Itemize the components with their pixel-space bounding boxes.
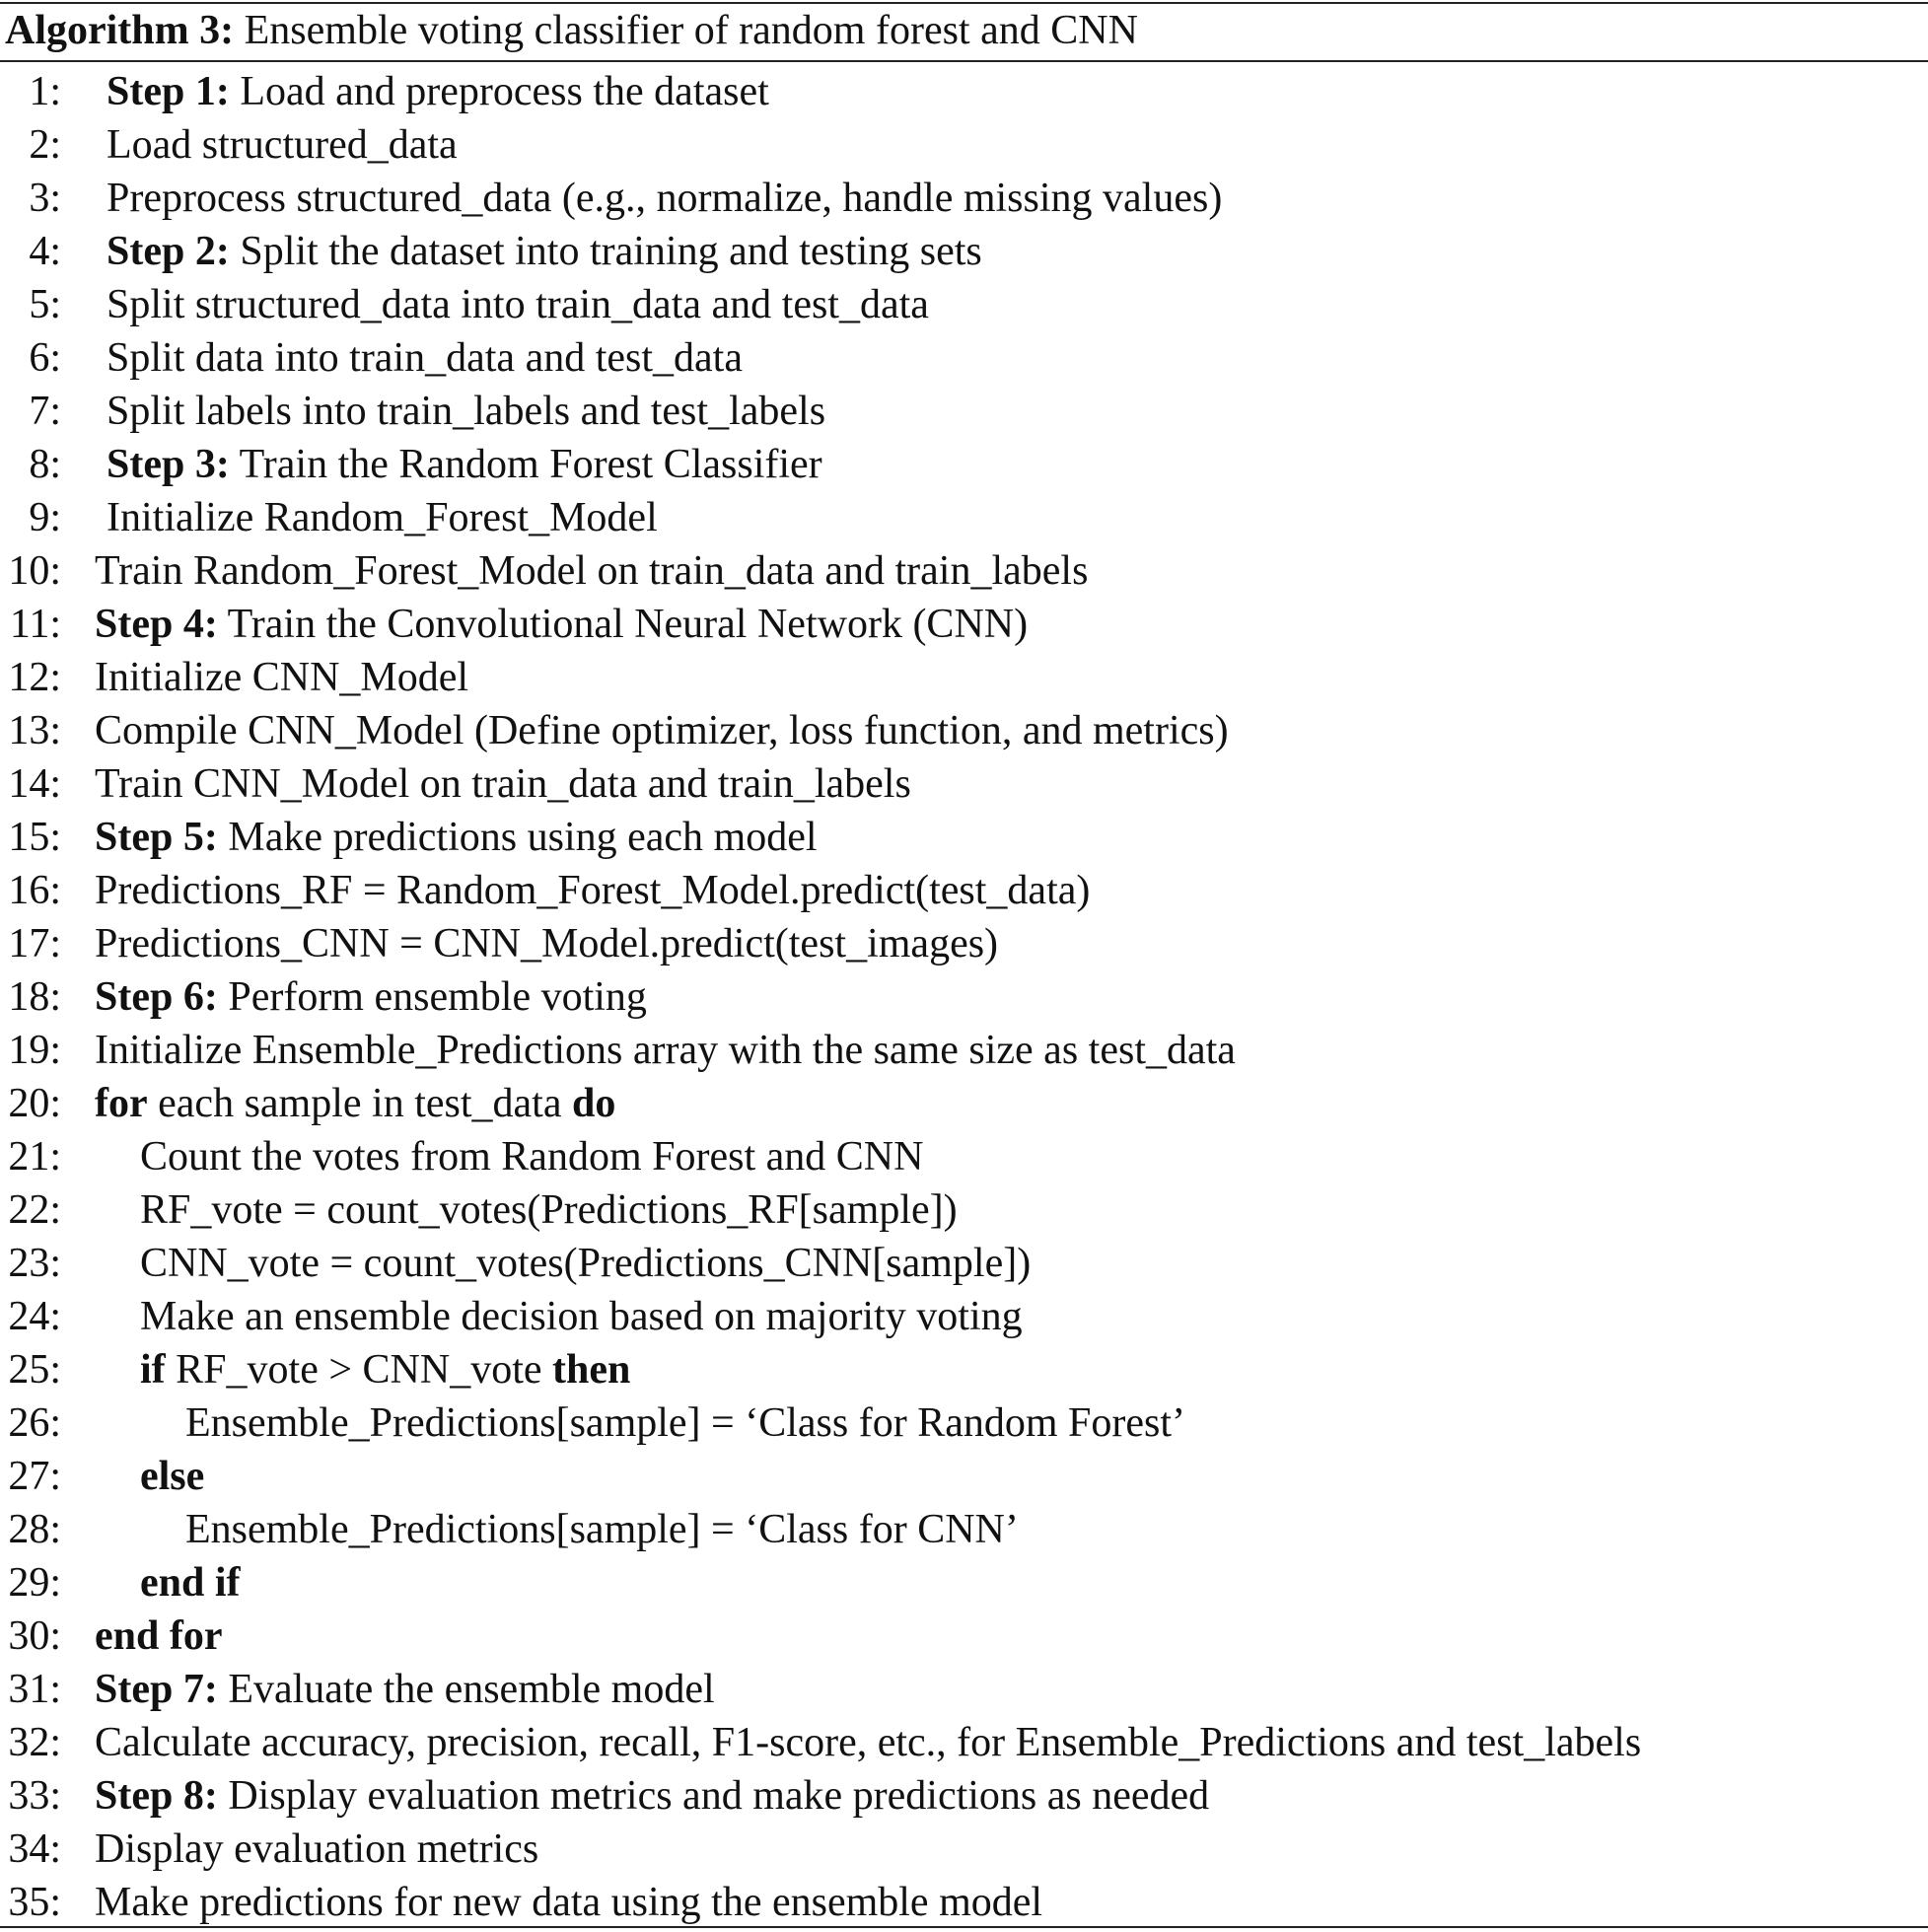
step-label: Step 2: [107,229,230,274]
algorithm-lines [0,65,1928,1929]
line-text: Make an ensemble decision based on majority voting [140,1294,1023,1339]
line-text: RF_vote = count_votes(Predictions_RF[sample]) [140,1187,958,1233]
line-number: 28: [8,1507,61,1552]
line-content [107,65,769,118]
line-number: 23: [8,1241,61,1286]
algo-line-11 [0,598,1928,651]
line-number: 35: [8,1880,61,1925]
line-content [95,1077,615,1130]
algo-line-33 [0,1769,1928,1823]
line-number: 15: [8,815,61,860]
algo-line-26 [0,1396,1928,1450]
algo-line-27 [0,1450,1928,1503]
line-text: Initialize Random_Forest_Model [107,495,658,540]
line-text: Preprocess structured_data (e.g., normalize, handle missing values) [107,176,1223,221]
algo-line-18 [0,970,1928,1024]
algo-line-13 [0,704,1928,757]
line-text: Initialize Ensemble_Predictions array with the same size as test_data [95,1028,1236,1073]
caption-rule [0,60,1928,62]
line-number: 13: [8,708,61,753]
algo-line-2 [0,118,1928,172]
line-text: Train CNN_Model on train_data and train_labels [95,761,911,807]
bottom-rule [0,1926,1928,1928]
algo-line-29 [0,1556,1928,1610]
line-text: Ensemble_Predictions[sample] = ‘Class for Random Forest’ [185,1400,1186,1446]
step-label: Step 8: [95,1773,218,1819]
line-number: 34: [8,1826,61,1872]
line-text: Split data into train_data and test_data [107,335,743,381]
algo-line-34 [0,1823,1928,1876]
line-number: 12: [8,655,61,700]
algo-line-30 [0,1610,1928,1663]
line-text: Split structured_data into train_data and test_data [107,282,929,327]
top-rule [0,2,1928,4]
line-content [95,811,818,864]
algo-line-35 [0,1876,1928,1929]
line-number: 17: [8,921,61,966]
line-text: Predictions_CNN = CNN_Model.predict(test_images) [95,921,999,966]
line-number: 5: [29,282,61,327]
line-content [140,1556,241,1610]
line-number: 8: [29,442,61,487]
line-content [107,438,822,491]
line-text: Initialize CNN_Model [95,655,469,700]
algo-line-24 [0,1290,1928,1343]
line-text: Count the votes from Random Forest and CNN [140,1134,924,1180]
line-content [140,1343,630,1396]
algo-line-14 [0,757,1928,811]
line-number: 32: [8,1720,61,1765]
algo-line-7 [0,385,1928,438]
line-text: Split labels into train_labels and test_labels [107,389,826,434]
line-number: 3: [29,176,61,221]
line-number: 2: [29,122,61,168]
keyword-if: if [140,1347,166,1393]
algo-line-32 [0,1716,1928,1769]
keyword-then: then [552,1347,631,1393]
algo-line-8 [0,438,1928,491]
keyword-do: do [571,1081,616,1126]
keyword-end-for: end for [95,1613,223,1659]
algo-line-25 [0,1343,1928,1396]
algo-line-1 [0,65,1928,118]
step-label: Step 7: [95,1667,218,1712]
step-label: Step 1: [107,69,230,114]
line-number: 27: [8,1454,61,1499]
step-label: Step 6: [95,974,218,1020]
line-text: Ensemble_Predictions[sample] = ‘Class for CNN’ [185,1507,1019,1552]
line-text: Train the Random Forest Classifier [239,442,822,487]
line-number: 31: [8,1667,61,1712]
line-number: 30: [8,1613,61,1659]
line-number: 24: [8,1294,61,1339]
keyword-else: else [140,1454,205,1499]
algo-line-31 [0,1663,1928,1716]
line-text: Calculate accuracy, precision, recall, F1-score, etc., for Ensemble_Predictions and test_labels [95,1720,1642,1765]
line-number: 7: [29,389,61,434]
line-text: RF_vote > CNN_vote [176,1347,542,1393]
algo-line-15 [0,811,1928,864]
line-number: 4: [29,229,61,274]
line-number: 9: [29,495,61,540]
algo-line-10 [0,544,1928,598]
step-label: Step 4: [95,602,218,647]
algo-line-3 [0,172,1928,225]
algo-line-22 [0,1183,1928,1237]
line-text: Evaluate the ensemble model [228,1667,715,1712]
line-text: Predictions_RF = Random_Forest_Model.predict(test_data) [95,868,1091,913]
line-number: 33: [8,1773,61,1819]
line-text: each sample in test_data [158,1081,562,1126]
line-content [95,970,647,1024]
line-text: Make predictions using each model [228,815,818,860]
line-text: Compile CNN_Model (Define optimizer, loss function, and metrics) [95,708,1229,753]
keyword-end-if: end if [140,1560,241,1606]
algo-line-19 [0,1024,1928,1077]
line-content [95,1663,715,1716]
line-number: 1: [29,69,61,114]
line-text: Display evaluation metrics [95,1826,539,1872]
line-number: 14: [8,761,61,807]
line-text: Load and preprocess the dataset [240,69,769,114]
line-number: 19: [8,1028,61,1073]
line-number: 26: [8,1400,61,1446]
step-label: Step 5: [95,815,218,860]
line-content [95,598,1028,651]
algo-line-28 [0,1503,1928,1556]
line-text: Display evaluation metrics and make predictions as needed [228,1773,1210,1819]
line-content [95,1610,223,1663]
line-text: Train Random_Forest_Model on train_data and train_labels [95,548,1089,594]
algo-line-23 [0,1237,1928,1290]
algo-line-6 [0,331,1928,385]
algo-line-21 [0,1130,1928,1183]
algorithm-label: Algorithm 3: [5,8,235,53]
line-number: 22: [8,1187,61,1233]
algo-line-4 [0,225,1928,278]
line-number: 21: [8,1134,61,1180]
keyword-for: for [95,1081,148,1126]
step-label: Step 3: [107,442,230,487]
line-number: 10: [8,548,61,594]
line-text: Perform ensemble voting [228,974,647,1020]
algo-line-12 [0,651,1928,704]
line-content [95,1769,1209,1823]
algorithm-caption [5,5,1138,56]
line-content [140,1450,204,1503]
line-text: Make predictions for new data using the ensemble model [95,1880,1043,1925]
line-text: CNN_vote = count_votes(Predictions_CNN[sample]) [140,1241,1032,1286]
algo-line-16 [0,864,1928,917]
line-number: 6: [29,335,61,381]
line-content [107,225,982,278]
line-number: 20: [8,1081,61,1126]
algo-line-5 [0,278,1928,331]
algo-line-20 [0,1077,1928,1130]
line-text: Split the dataset into training and testing sets [240,229,982,274]
algorithm-title: Ensemble voting classifier of random forest and CNN [244,8,1138,53]
line-number: 18: [8,974,61,1020]
line-number: 16: [8,868,61,913]
line-number: 29: [8,1560,61,1606]
line-text: Load structured_data [107,122,458,168]
line-text: Train the Convolutional Neural Network (CNN) [227,602,1029,647]
line-number: 11: [9,602,61,647]
line-number: 25: [8,1347,61,1393]
algo-line-17 [0,917,1928,970]
algo-line-9 [0,491,1928,544]
